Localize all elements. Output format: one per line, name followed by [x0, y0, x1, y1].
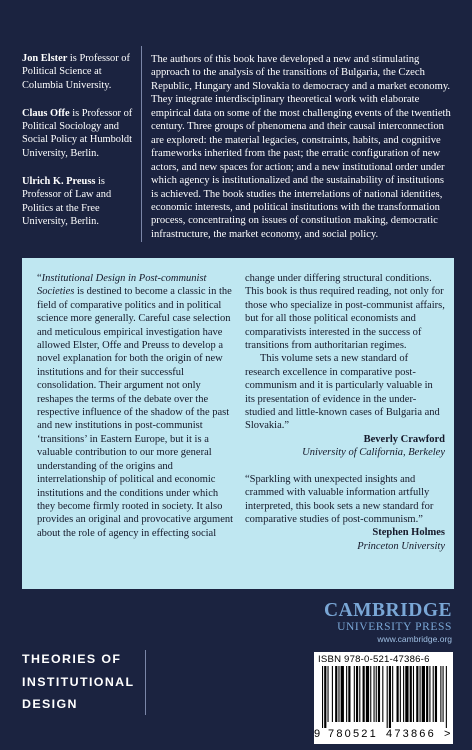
barcode-bar — [416, 666, 418, 722]
isbn-barcode: ISBN 978-0-521-47386-6 9 780521 473866 > — [314, 652, 453, 744]
barcode-bar — [354, 666, 355, 722]
barcode-bar — [387, 666, 388, 728]
review-column-right — [245, 272, 445, 553]
barcode-bar — [410, 666, 412, 722]
barcode-bar — [435, 666, 437, 722]
barcode-bar — [356, 666, 358, 722]
barcode-bar — [392, 666, 393, 722]
isbn-text: ISBN 978-0-521-47386-6 — [318, 654, 430, 665]
barcode-bar — [426, 666, 428, 722]
barcode-bar — [327, 666, 328, 722]
barcode-bar — [341, 666, 344, 722]
barcode-bar — [322, 666, 323, 728]
barcode-bars — [322, 666, 448, 728]
barcode-bar — [397, 666, 399, 722]
review-column-left — [37, 272, 235, 540]
publisher-name: CAMBRIDGE — [323, 600, 452, 621]
barcode-bar — [348, 666, 350, 722]
series-title: THEORIES OF INSTITUTIONAL DESIGN — [22, 652, 135, 711]
book-title: Institutional Design in Post-communist Societies — [37, 273, 207, 298]
barcode-bar — [376, 666, 377, 722]
publisher-subtitle: UNIVERSITY PRESS — [337, 621, 452, 633]
barcode-bar — [400, 666, 401, 722]
barcode-bar — [429, 666, 430, 722]
barcode-bar — [403, 666, 404, 722]
review-holmes: “Sparkling with unexpected insights and crammed with valuable information artfully interpreted, this book sets a new standard for comparative studies of post-communism.” — [245, 473, 434, 525]
author-bio-elster: Jon Elster is Professor of Political Science at Columbia University. — [22, 53, 130, 91]
barcode-bar — [440, 666, 441, 722]
author-bio-offe: Claus Offe is Professor of Political Sociology and Social Policy at Humboldt University, Berlin. — [22, 107, 133, 159]
barcode-bar — [413, 666, 414, 722]
column-divider — [141, 46, 142, 242]
publisher-url: www.cambridge.org — [377, 634, 452, 644]
barcode-bar — [405, 666, 408, 722]
reviews-panel — [22, 258, 454, 589]
review-crawford-part2: change under differing structural conditions. This book is thus required reading, not only for those who specialize in post-communist affairs, but for all those political economists and comparativists interested in the success of transitions from authoritarian regimes. — [245, 273, 445, 352]
series-divider — [145, 650, 146, 715]
barcode-bar — [335, 666, 337, 722]
reviewer-institution: University of California, Berkeley — [302, 447, 445, 459]
barcode-bar — [366, 666, 369, 722]
publisher-logo — [324, 601, 452, 645]
barcode-bar — [370, 666, 371, 722]
barcode-bar — [324, 666, 326, 728]
review-crawford-part1: “Institutional Design in Post-communist Societies is destined to become a classic in the field of comparative politics and in political science more generally. Careful case selection and meticulous empirical investigation have allowed Elster, Offe and Preuss to develop a novel explanation for both the origin of new institutions and for their successful consolidation. Their argument not only reshapes the terms of the debate over the respective influence of the shadow of the past and new institutions in post-communist ‘transitions’ in Eastern Europe, but it is a valuable contribution to our more general understanding of the origins and interrelationship of political and economic institutions and the conditions under which they become firmly rooted in society. It also provides an original and provocative argument about the role of agency in effecting social — [37, 273, 234, 539]
barcode-bar — [446, 666, 447, 728]
review-holmes-attribution — [245, 526, 445, 553]
barcode-bar — [443, 666, 444, 722]
barcode-bar — [332, 666, 333, 722]
barcode-bar — [420, 666, 421, 722]
book-description: The authors of this book have developed a new and stimulating approach to the analysis of the transitions of Bulgaria, the Czech Republic, Hungary and Slovakia to democracy and a market economy. They integrate interdisciplinary theoretical work with elaborate empirical data on some of the most challenging events of the twentieth century. Three groups of phenomena and their causal interconnection are explored: the material legacies, constraints, habits, and cognitive frameworks inherited from the past; the erratic configuration of new actors, and new spaces for action; and a new institutional order under which agency is institutionalized and the sustainability of institutions is achieved. The book studies the interrelations of national identities, economic interests, and political institutions with the transformation process, concentrating on issues of constitution making, democratic infrastructure, the market economy, and social policy. — [151, 54, 451, 240]
reviewer-institution: Princeton University — [357, 540, 445, 552]
barcode-bar — [346, 666, 347, 722]
barcode-bar — [422, 666, 425, 722]
reviewer-name: Beverly Crawford — [363, 433, 445, 445]
barcode-bar — [382, 666, 383, 722]
review-crawford-part3: This volume sets a new standard of research excellence in comparative post-communism and it is particularly valuable in its presentation of evidence in the under-studied and little-known cases of Bulgaria and Slovakia.” — [245, 353, 440, 432]
barcode-bar — [359, 666, 360, 722]
barcode-bar — [338, 666, 339, 722]
barcode-bar — [374, 666, 375, 722]
review-crawford-attribution — [245, 433, 445, 460]
barcode-bar — [389, 666, 391, 728]
barcode-bar — [363, 666, 365, 722]
reviewer-name: Stephen Holmes — [372, 527, 445, 539]
barcode-bar — [378, 666, 380, 722]
author-bios — [22, 52, 134, 243]
author-bio-preuss: Ulrich K. Preuss is Professor of Law and Politics at the Free University, Berlin. — [22, 176, 112, 227]
barcode-bar — [433, 666, 434, 722]
